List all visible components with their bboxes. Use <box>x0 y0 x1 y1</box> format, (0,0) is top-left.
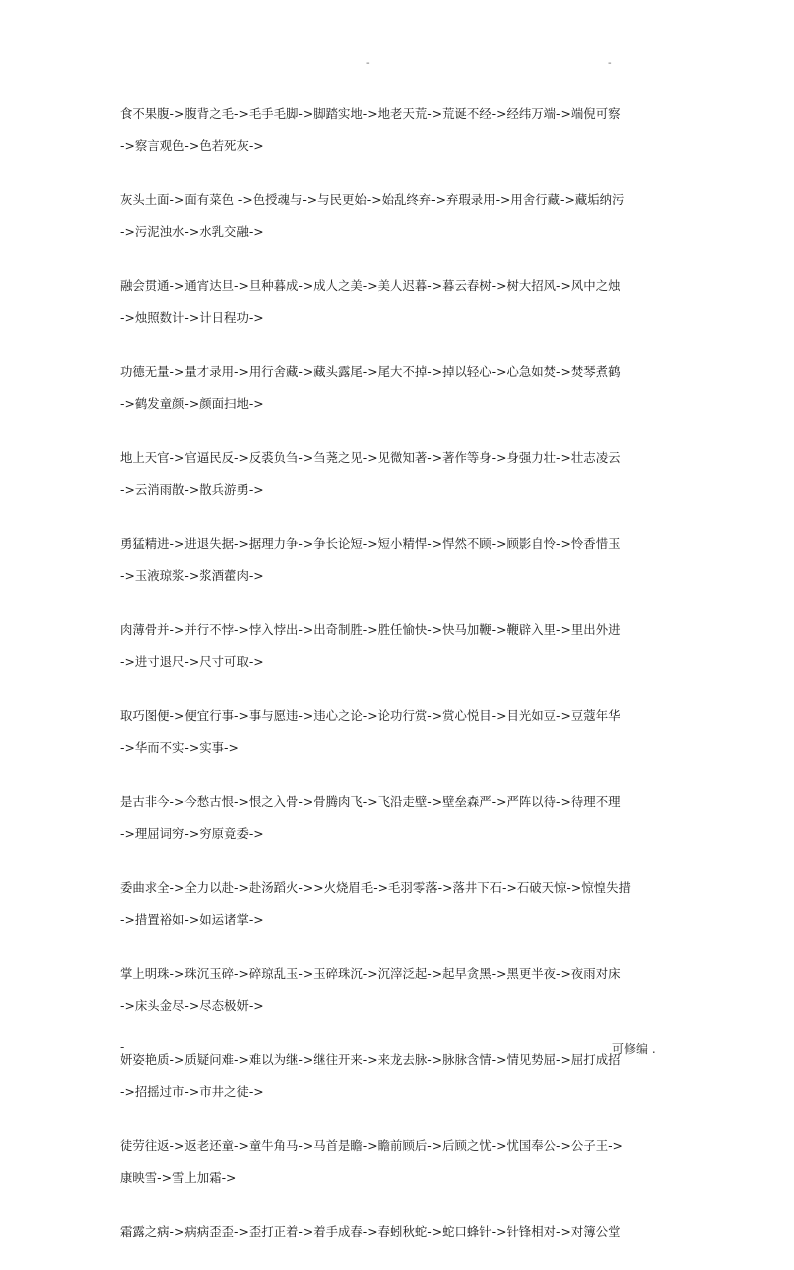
text-line: ->床头金尽->尽态极妍-> <box>120 998 264 1013</box>
text-line: 委曲求全->全力以赴->赴汤蹈火->>火烧眉毛->毛羽零落->落井下石->石破天惊->惊惶失措 <box>120 880 631 895</box>
text-line: 肉薄骨并->并行不悖->悖入悖出->出奇制胜->胜任愉快->快马加鞭->鞭辟入里->里出外进 <box>120 622 621 637</box>
footer-editable-note: 可修编 . <box>612 1042 656 1056</box>
idiom-chain-paragraph <box>120 1044 672 1108</box>
idiom-chain-paragraph <box>120 958 672 1022</box>
text-line: ->理屈词穷->穷原竟委-> <box>120 826 264 841</box>
text-line: ->华而不实->实事-> <box>120 740 239 755</box>
text-line: 灰头土面->面有菜色 ->色授魂与->与民更始->始乱终弃->弃瑕录用->用舍行藏->藏垢纳污 <box>120 192 625 207</box>
idiom-chain-paragraph <box>120 614 672 678</box>
idiom-chain-paragraph <box>120 1130 672 1194</box>
idiom-chain-paragraph <box>120 786 672 850</box>
text-line: ->烛照数计->计日程功-> <box>120 310 264 325</box>
idiom-chain-paragraph <box>120 270 672 334</box>
idiom-chain-paragraph <box>120 872 672 936</box>
text-line: ->玉液琼浆->浆酒藿肉-> <box>120 568 264 583</box>
text-line: 徒劳往返->返老还童->童牛角马->马首是瞻->瞻前顾后->后顾之忧->忧国奉公->公子王-> <box>120 1138 623 1153</box>
document-body <box>120 98 672 1270</box>
header-mark-left: - <box>366 58 370 69</box>
idiom-chain-paragraph <box>120 442 672 506</box>
text-line: 掌上明珠->珠沉玉碎->碎琼乱玉->玉碎珠沉->沉滓泛起->起早贪黑->黑更半夜->夜雨对床 <box>120 966 621 981</box>
text-line: 勇猛精进->进退失据->据理力争->争长论短->短小精悍->悍然不顾->顾影自怜->怜香惜玉 <box>120 536 621 551</box>
text-line: ->察言观色->色若死灰-> <box>120 138 264 153</box>
idiom-chain-paragraph <box>120 184 672 248</box>
text-line: 霜露之病->病病歪歪->歪打正着->着手成春->春蚓秋蛇->蛇口蜂针->针锋相对->对簿公堂 <box>120 1224 621 1239</box>
footer-mark-left: - <box>120 1040 125 1054</box>
idiom-chain-paragraph <box>120 700 672 764</box>
text-line: 功德无量->量才录用->用行舍藏->藏头露尾->尾大不掉->掉以轻心->心急如焚->焚琴煮鹤 <box>120 364 621 379</box>
text-line: 食不果腹->腹背之毛->毛手毛脚->脚踏实地->地老天荒->荒诞不经->经纬万端->端倪可察 <box>120 106 621 121</box>
text-line: ->进寸退尺->尺寸可取-> <box>120 654 264 669</box>
idiom-chain-paragraph <box>120 356 672 420</box>
text-line: 是古非今->今愁古恨->恨之入骨->骨腾肉飞->飞沿走壁->壁垒森严->严阵以待->待理不理 <box>120 794 621 809</box>
text-line: ->措置裕如->如运诸掌-> <box>120 912 264 927</box>
text-line: 妍姿艳质->质疑问难->难以为继->继往开来->来龙去脉->脉脉含情->情见势屈->屈打成招 <box>120 1052 621 1067</box>
text-line: 取巧图便->便宜行事->事与愿违->违心之论->论功行赏->赏心悦目->目光如豆->豆蔻年华 <box>120 708 621 723</box>
idiom-chain-paragraph <box>120 528 672 592</box>
text-line: ->污泥浊水->水乳交融-> <box>120 224 264 239</box>
header-mark-right: - <box>608 58 612 69</box>
text-line: ->招摇过市->市井之徒-> <box>120 1084 264 1099</box>
idiom-chain-paragraph <box>120 98 672 162</box>
text-line: ->云消雨散->散兵游勇-> <box>120 482 264 497</box>
text-line: 融会贯通->通宵达旦->旦种暮成->成人之美->美人迟暮->暮云春树->树大招风->风中之烛 <box>120 278 621 293</box>
text-line: 地上天官->官逼民反->反裘负刍->刍荛之见->见微知著->著作等身->身强力壮->壮志凌云 <box>120 450 621 465</box>
text-line: ->鹤发童颜->颜面扫地-> <box>120 396 264 411</box>
idiom-chain-paragraph <box>120 1216 672 1248</box>
text-line: 康映雪->雪上加霜-> <box>120 1170 237 1185</box>
